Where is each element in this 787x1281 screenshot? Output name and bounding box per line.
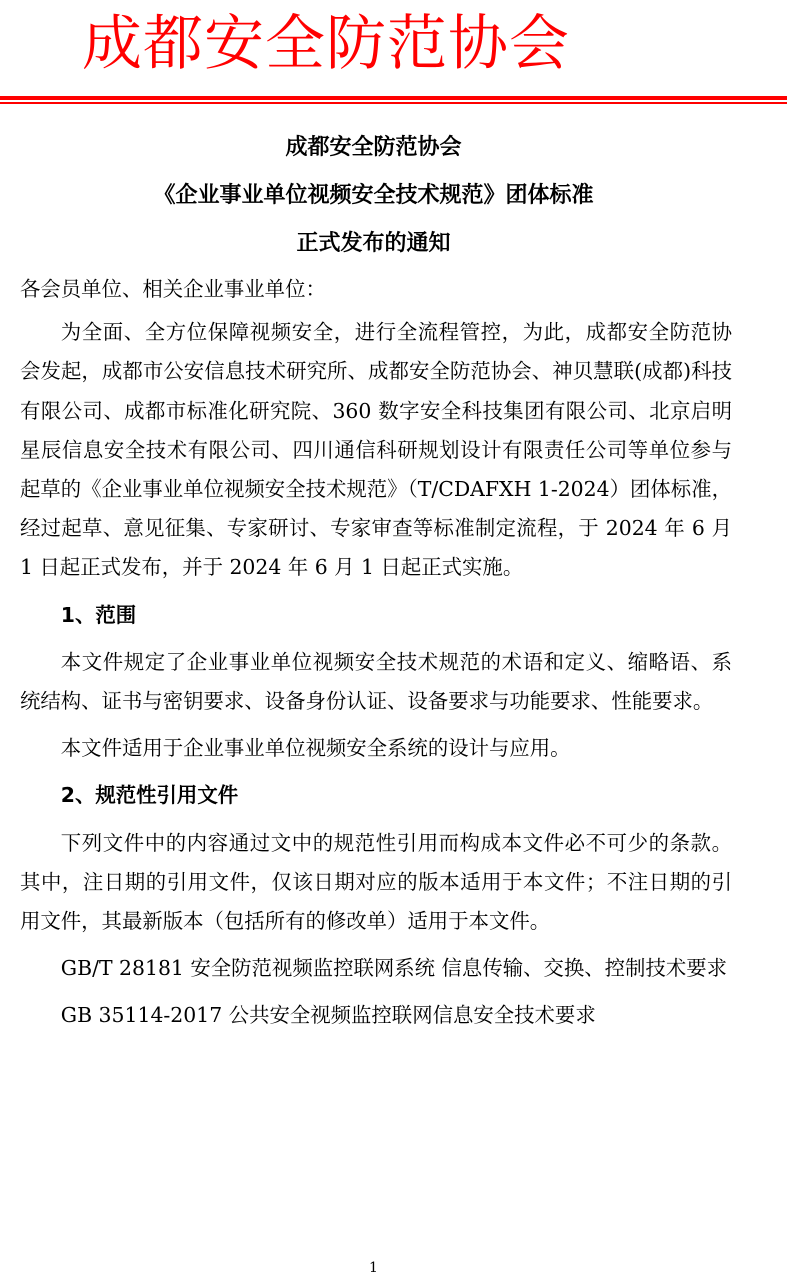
references-paragraph: 下列文件中的内容通过文中的规范性引用而构成本文件必不可少的条款。其中，注日期的引用文件，仅该日期对应的版本适用于本文件；不注日期的引用文件，其最新版本（包括所有的修改单）适用于本文件。: [20, 830, 732, 934]
header-rule-thin: [0, 102, 787, 104]
notice-body: [20, 270, 732, 1044]
section-heading-references: 2、规范性引用文件: [60, 783, 239, 808]
reference-item: GB/T 28181 安全防范视频监控联网系统 信息传输、交换、控制技术要求: [60, 956, 728, 981]
org-banner-title: 成都安全防范协会: [82, 9, 570, 79]
reference-item: GB 35114-2017 公共安全视频监控联网信息安全技术要求: [60, 1003, 596, 1028]
scope-paragraph: 本文件规定了企业事业单位视频安全技术规范的术语和定义、缩略语、系统结构、证书与密钥要求、设备身份认证、设备要求与功能要求、性能要求。: [20, 649, 732, 714]
intro-paragraph: 为全面、全方位保障视频安全，进行全流程管控，为此，成都安全防范协会发起，成都市公安信息技术研究所、成都安全防范协会、神贝慧联(成都)科技有限公司、成都市标准化研究院、360 数字安全科技集团有限公司、北京启明星辰信息安全技术有限公司、四川通信科研规划设计有限责任公司等单位参与起草的《企业事业单位视频安全技术规范》（T/CDAFXH 1-2024）团体标准，经过起草、意见征集、专家研讨、专家审查等标准制定流程，于 2024 年 6 月 1 日起正式发布，并于 2024 年 6 月 1 日起正式实施。: [20, 320, 732, 580]
letterhead: [0, 0, 787, 110]
salutation: 各会员单位、相关企业事业单位：: [20, 277, 326, 301]
scope-application-paragraph: 本文件适用于企业事业单位视频安全系统的设计与应用。: [60, 736, 571, 761]
header-rule-thick: [0, 96, 787, 100]
notice-title-subject: 正式发布的通知: [296, 231, 451, 256]
page-number: 1: [369, 1260, 378, 1276]
notice-title-standard: 《企业事业单位视频安全技术规范》团体标准: [153, 183, 594, 208]
section-heading-scope: 1、范围: [60, 602, 137, 627]
notice-title-org: 成都安全防范协会: [285, 135, 462, 160]
